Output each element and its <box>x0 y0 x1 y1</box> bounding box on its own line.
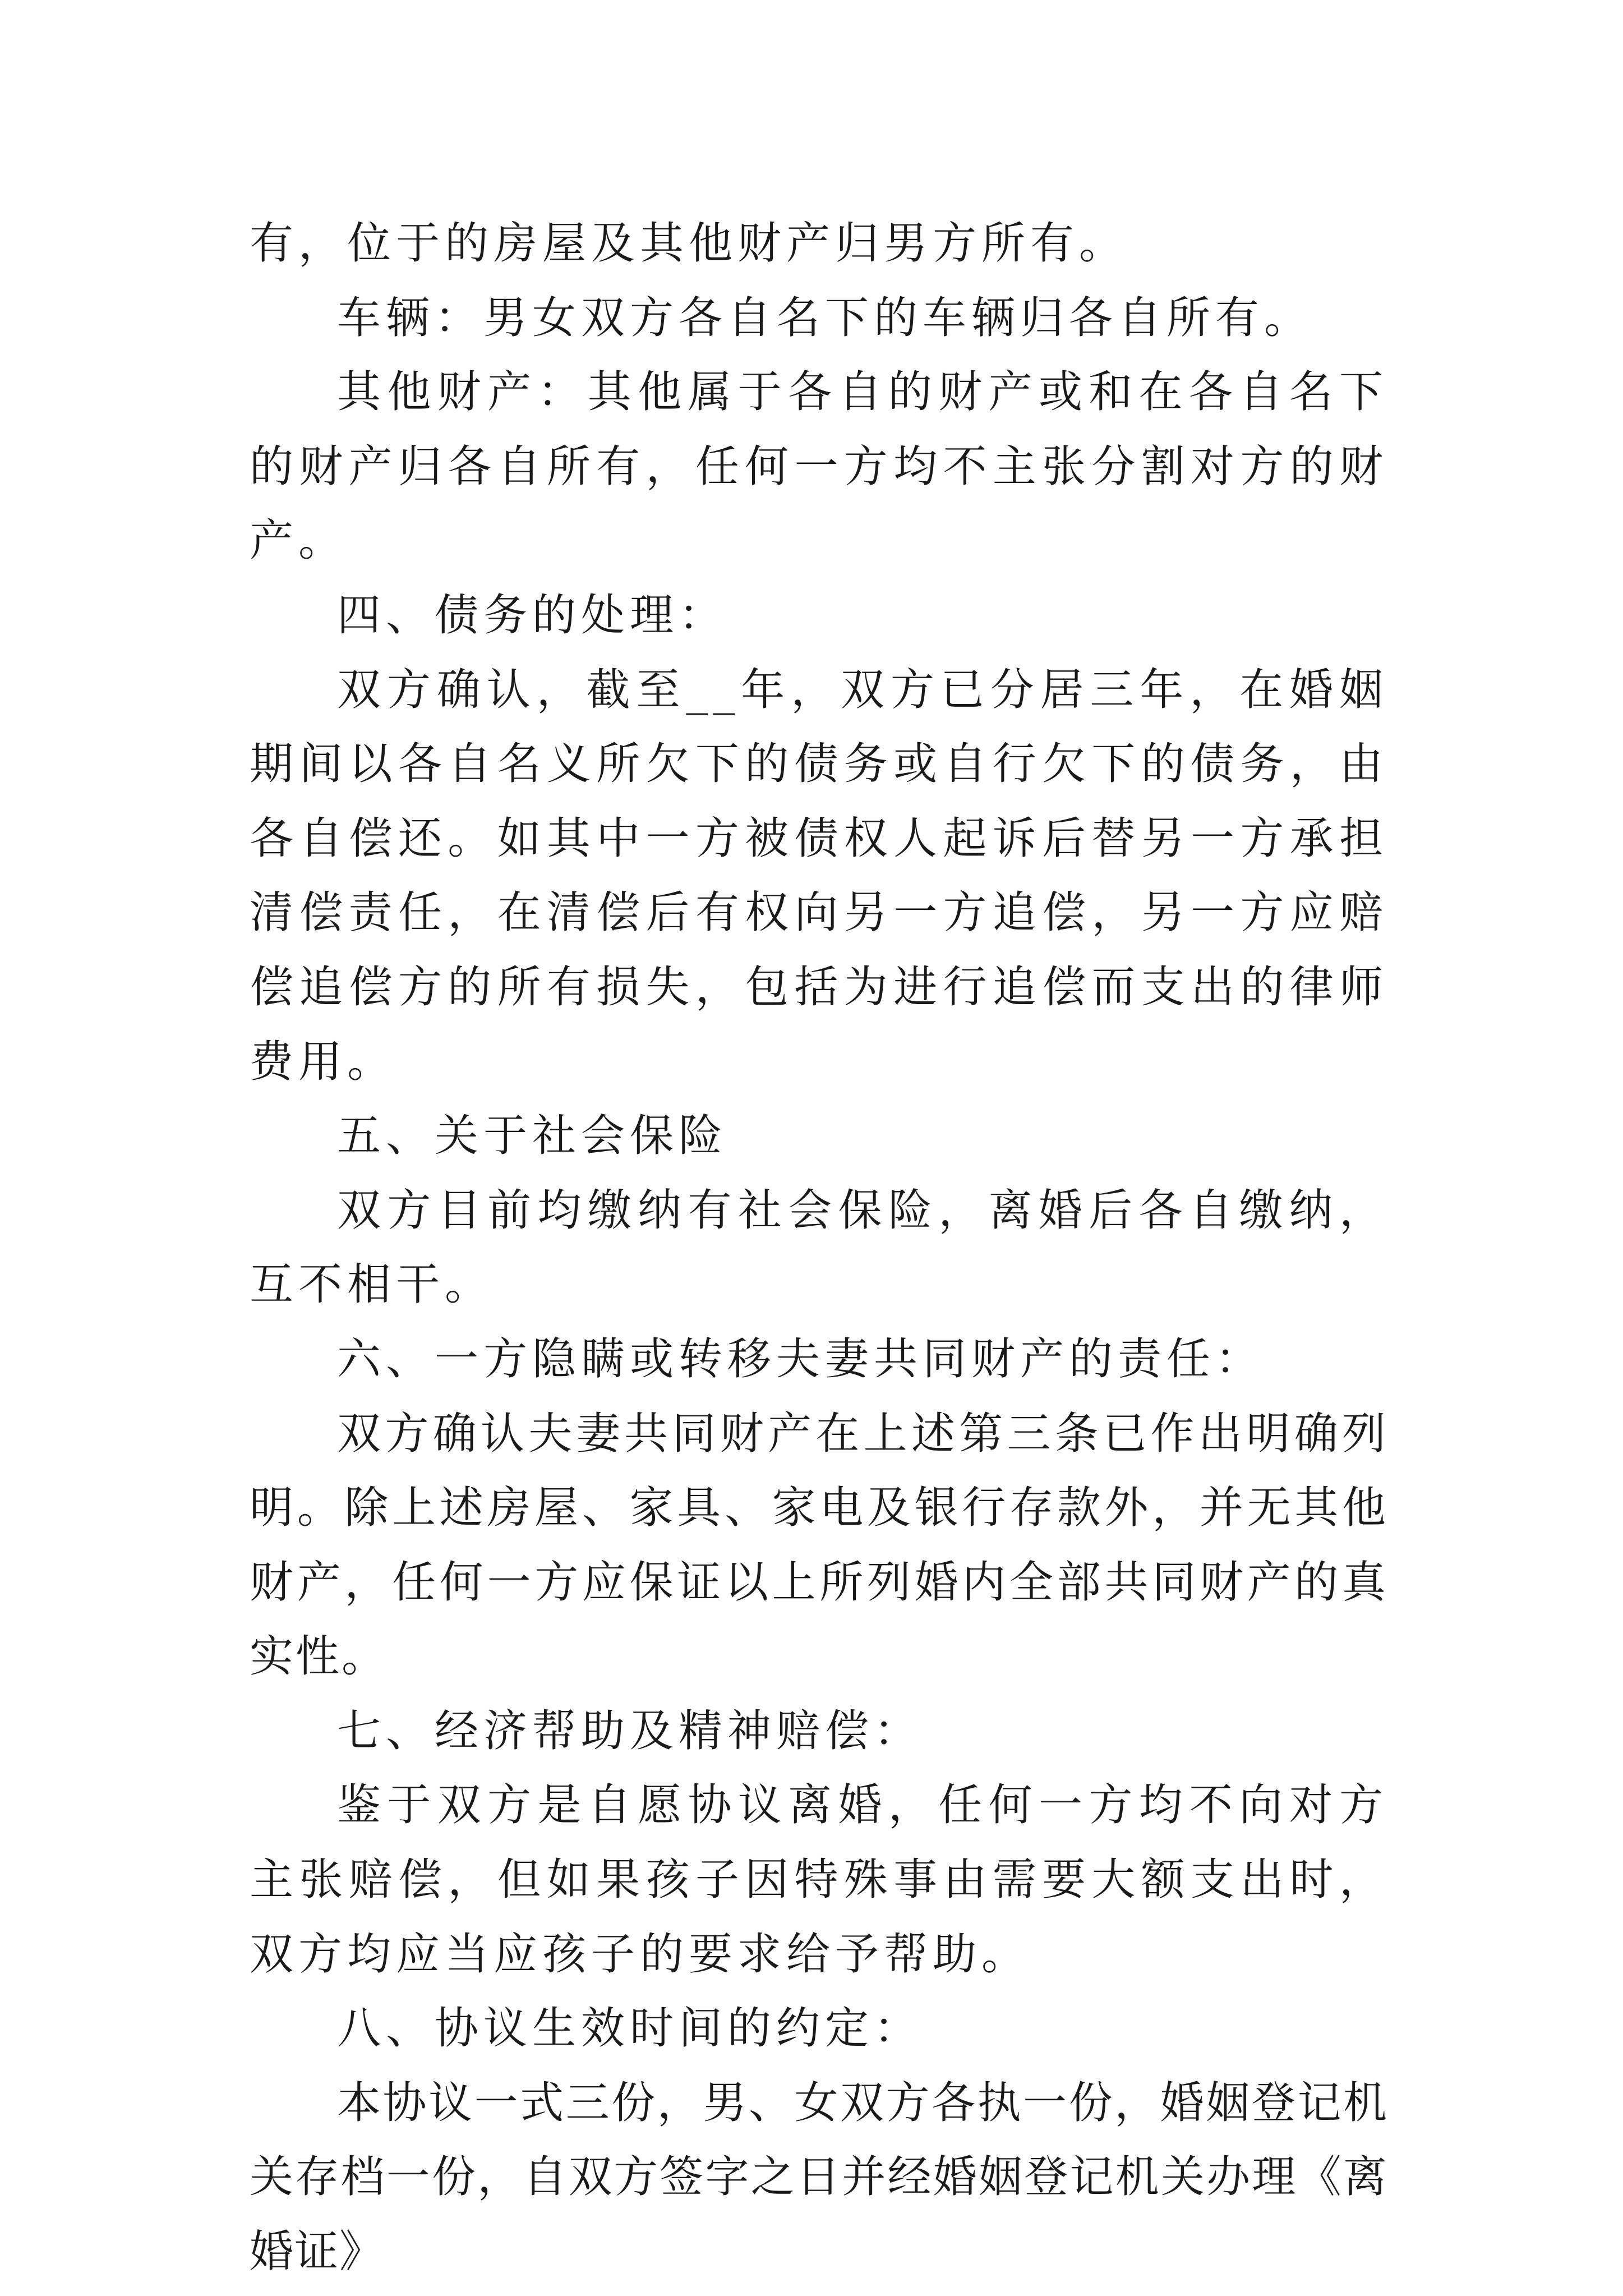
paragraph-debts: 双方确认，截至__年，双方已分居三年，在婚姻期间以各自名义所欠下的债务或自行欠下的债务，由各自偿还。如其中一方被债权人起诉后替另一方承担清偿责任，在清偿后有权向另一方追偿，另一方应赔偿追偿方的所有损失，包括为进行追偿而支出的律师费用。 <box>250 664 1388 1087</box>
heading-section-5: 五、关于社会保险 <box>337 1111 728 1162</box>
paragraph-vehicles: 车辆：男女双方各自名下的车辆归各自所有。 <box>337 292 1313 343</box>
paragraph-effective-date: 本协议一式三份，男、女双方各执一份，婚姻登记机关存档一份，自双方签字之日并经婚姻登记机关办理《离婚证》 <box>250 2077 1388 2277</box>
heading-section-4: 四、债务的处理： <box>337 590 728 641</box>
heading-section-8: 八、协议生效时间的约定： <box>337 2003 923 2054</box>
heading-section-6: 六、一方隐瞒或转移夫妻共同财产的责任： <box>337 1333 1265 1384</box>
paragraph-other-property: 其他财产：其他属于各自的财产或和在各自名下的财产归各自所有，任何一方均不主张分割对方的财产。 <box>250 367 1388 567</box>
paragraph-concealment: 双方确认夫妻共同财产在上述第三条已作出明确列明。除上述房屋、家具、家电及银行存款外，并无其他财产，任何一方应保证以上所列婚内全部共同财产的真实性。 <box>250 1408 1388 1682</box>
paragraph-social-insurance: 双方目前均缴纳有社会保险，离婚后各自缴纳，互不相干。 <box>250 1185 1388 1310</box>
heading-section-7: 七、经济帮助及精神赔偿： <box>337 1705 923 1756</box>
document-body <box>250 206 1388 2289</box>
paragraph-compensation: 鉴于双方是自愿协议离婚，任何一方均不向对方主张赔偿，但如果孩子因特殊事由需要大额支出时，双方均应当应孩子的要求给予帮助。 <box>250 1780 1388 1980</box>
paragraph-property-continuation: 有，位于的房屋及其他财产归男方所有。 <box>250 218 1128 269</box>
